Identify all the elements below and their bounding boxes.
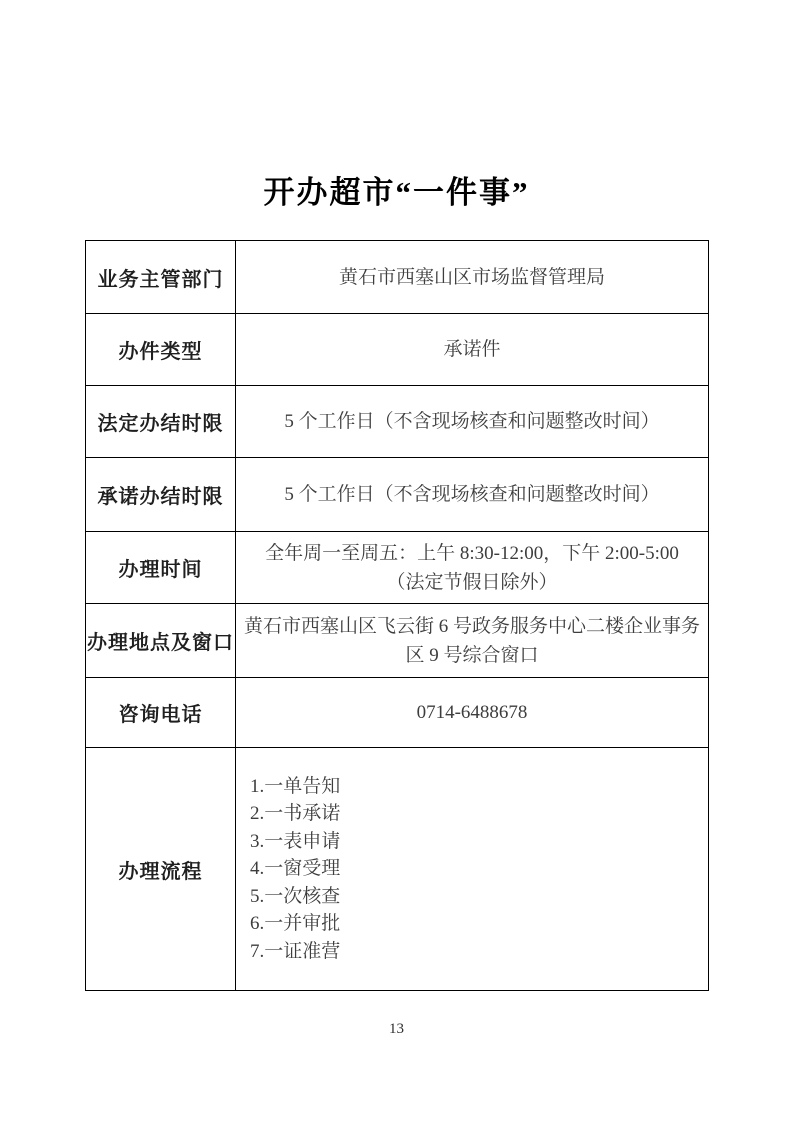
table-row bbox=[86, 314, 709, 386]
page-title: 开办超市“一件事” bbox=[263, 175, 530, 210]
table-row bbox=[86, 458, 709, 532]
location-line-2: 区 9 号综合窗口 bbox=[405, 644, 539, 666]
row-label-department: 业务主管部门 bbox=[86, 241, 236, 314]
row-label-location-window: 办理地点及窗口 bbox=[86, 604, 236, 678]
service-hours-line-2: （法定节假日除外） bbox=[386, 571, 558, 593]
table-row bbox=[86, 386, 709, 458]
process-step-4: 4.一窗受理 bbox=[250, 858, 341, 880]
table-row bbox=[86, 678, 709, 748]
process-step-2: 2.一书承诺 bbox=[250, 803, 341, 825]
row-label-item-type: 办件类型 bbox=[86, 314, 236, 386]
row-label-phone: 咨询电话 bbox=[86, 678, 236, 748]
table-row bbox=[86, 532, 709, 604]
service-info-table bbox=[85, 240, 709, 991]
service-hours-line-1: 全年周一至周五：上午 8:30-12:00，下午 2:00-5:00 bbox=[265, 542, 679, 564]
row-value-process bbox=[236, 748, 709, 991]
process-step-3: 3.一表申请 bbox=[250, 830, 341, 852]
process-step-1: 1.一单告知 bbox=[250, 775, 341, 797]
process-step-7: 7.一证准营 bbox=[250, 940, 341, 962]
location-line-1: 黄石市西塞山区飞云街 6 号政务服务中心二楼企业事务 bbox=[244, 615, 701, 637]
row-label-promised-time-limit: 承诺办结时限 bbox=[86, 458, 236, 532]
row-label-legal-time-limit: 法定办结时限 bbox=[86, 386, 236, 458]
row-value-phone: 0714-6488678 bbox=[236, 678, 709, 748]
table-row bbox=[86, 748, 709, 991]
page-number: 13 bbox=[389, 1021, 404, 1037]
process-step-6: 6.一并审批 bbox=[250, 913, 341, 935]
row-value-service-hours bbox=[236, 532, 709, 604]
table-row bbox=[86, 604, 709, 678]
row-value-promised-time-limit: 5 个工作日（不含现场核查和问题整改时间） bbox=[236, 458, 709, 532]
row-label-process: 办理流程 bbox=[86, 748, 236, 991]
row-value-legal-time-limit: 5 个工作日（不含现场核查和问题整改时间） bbox=[236, 386, 709, 458]
row-value-item-type: 承诺件 bbox=[236, 314, 709, 386]
row-value-department: 黄石市西塞山区市场监督管理局 bbox=[236, 241, 709, 314]
row-value-location-window bbox=[236, 604, 709, 678]
table-row bbox=[86, 241, 709, 314]
process-step-5: 5.一次核查 bbox=[250, 885, 341, 907]
row-label-service-hours: 办理时间 bbox=[86, 532, 236, 604]
